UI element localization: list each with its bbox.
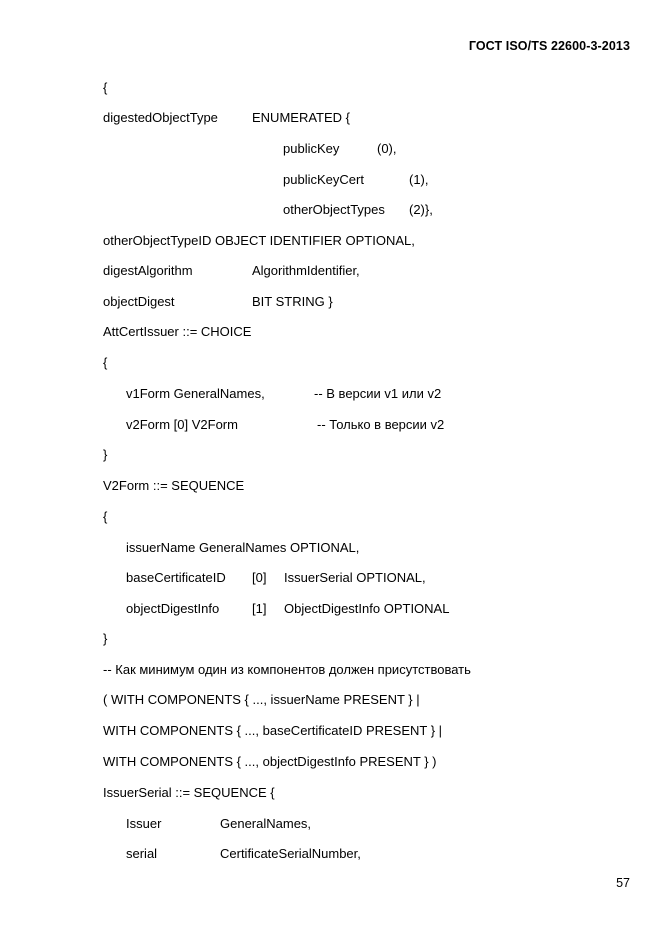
field-name: digestedObjectType: [103, 110, 218, 125]
code-line: [103, 692, 420, 707]
code-line: [103, 80, 107, 95]
code-line: [103, 509, 107, 524]
code-text: }: [103, 447, 108, 462]
field-name: serial: [126, 846, 158, 861]
code-text: }: [103, 631, 108, 646]
code-line: [103, 723, 442, 738]
field-declaration: issuerName GeneralNames OPTIONAL,: [126, 540, 360, 555]
field-declaration: v1Form GeneralNames,: [126, 386, 265, 401]
field-tag: [1]: [252, 601, 267, 616]
code-line: [103, 631, 107, 646]
enum-item: otherObjectTypes: [283, 202, 385, 217]
field-name: objectDigest: [103, 294, 175, 309]
field-type: CertificateSerialNumber,: [220, 846, 361, 861]
field-name: digestAlgorithm: [103, 263, 193, 278]
field-type: ENUMERATED {: [252, 110, 350, 125]
enum-item: publicKey: [283, 141, 340, 156]
code-line: [103, 662, 471, 677]
code-line: [103, 233, 415, 248]
field-name: baseCertificateID: [126, 570, 226, 585]
enum-value: (2)},: [409, 202, 433, 217]
code-text: AttCertIssuer ::= CHOICE: [103, 324, 252, 339]
field-name: Issuer: [126, 816, 162, 831]
code-line: [103, 324, 251, 339]
code-comment: -- Только в версии v2: [317, 417, 445, 432]
code-line: [103, 754, 437, 769]
code-line: [103, 447, 107, 462]
code-text: {: [103, 80, 108, 95]
field-type: ObjectDigestInfo OPTIONAL: [284, 601, 450, 616]
field-type: BIT STRING }: [252, 294, 333, 309]
field-name: objectDigestInfo: [126, 601, 220, 616]
field-tag: [0]: [252, 570, 267, 585]
enum-value: (0),: [377, 141, 397, 156]
field-type: GeneralNames,: [220, 816, 312, 831]
code-comment: -- Как минимум один из компонентов должен присутствовать: [103, 662, 471, 677]
field-type: IssuerSerial OPTIONAL,: [284, 570, 426, 585]
code-line: [103, 355, 107, 370]
document-header: ГОСТ ISO/TS 22600-3-2013: [468, 39, 630, 53]
code-text: V2Form ::= SEQUENCE: [103, 478, 245, 493]
code-text: ( WITH COMPONENTS { ..., issuerName PRESENT } |: [103, 692, 420, 707]
code-line: [103, 478, 244, 493]
page-number: 57: [616, 876, 630, 890]
code-comment: -- В версии v1 или v2: [314, 386, 442, 401]
code-text: WITH COMPONENTS { ..., objectDigestInfo PRESENT } ): [103, 754, 437, 769]
code-line: [103, 785, 275, 800]
field-declaration: v2Form [0] V2Form: [126, 417, 238, 432]
code-text: {: [103, 355, 108, 370]
enum-value: (1),: [409, 172, 429, 187]
code-text: otherObjectTypeID OBJECT IDENTIFIER OPTIONAL,: [103, 233, 415, 248]
enum-item: publicKeyCert: [283, 172, 364, 187]
field-type: AlgorithmIdentifier,: [252, 263, 360, 278]
code-text: IssuerSerial ::= SEQUENCE {: [103, 785, 275, 800]
code-text: {: [103, 509, 108, 524]
code-text: WITH COMPONENTS { ..., baseCertificateID PRESENT } |: [103, 723, 443, 738]
